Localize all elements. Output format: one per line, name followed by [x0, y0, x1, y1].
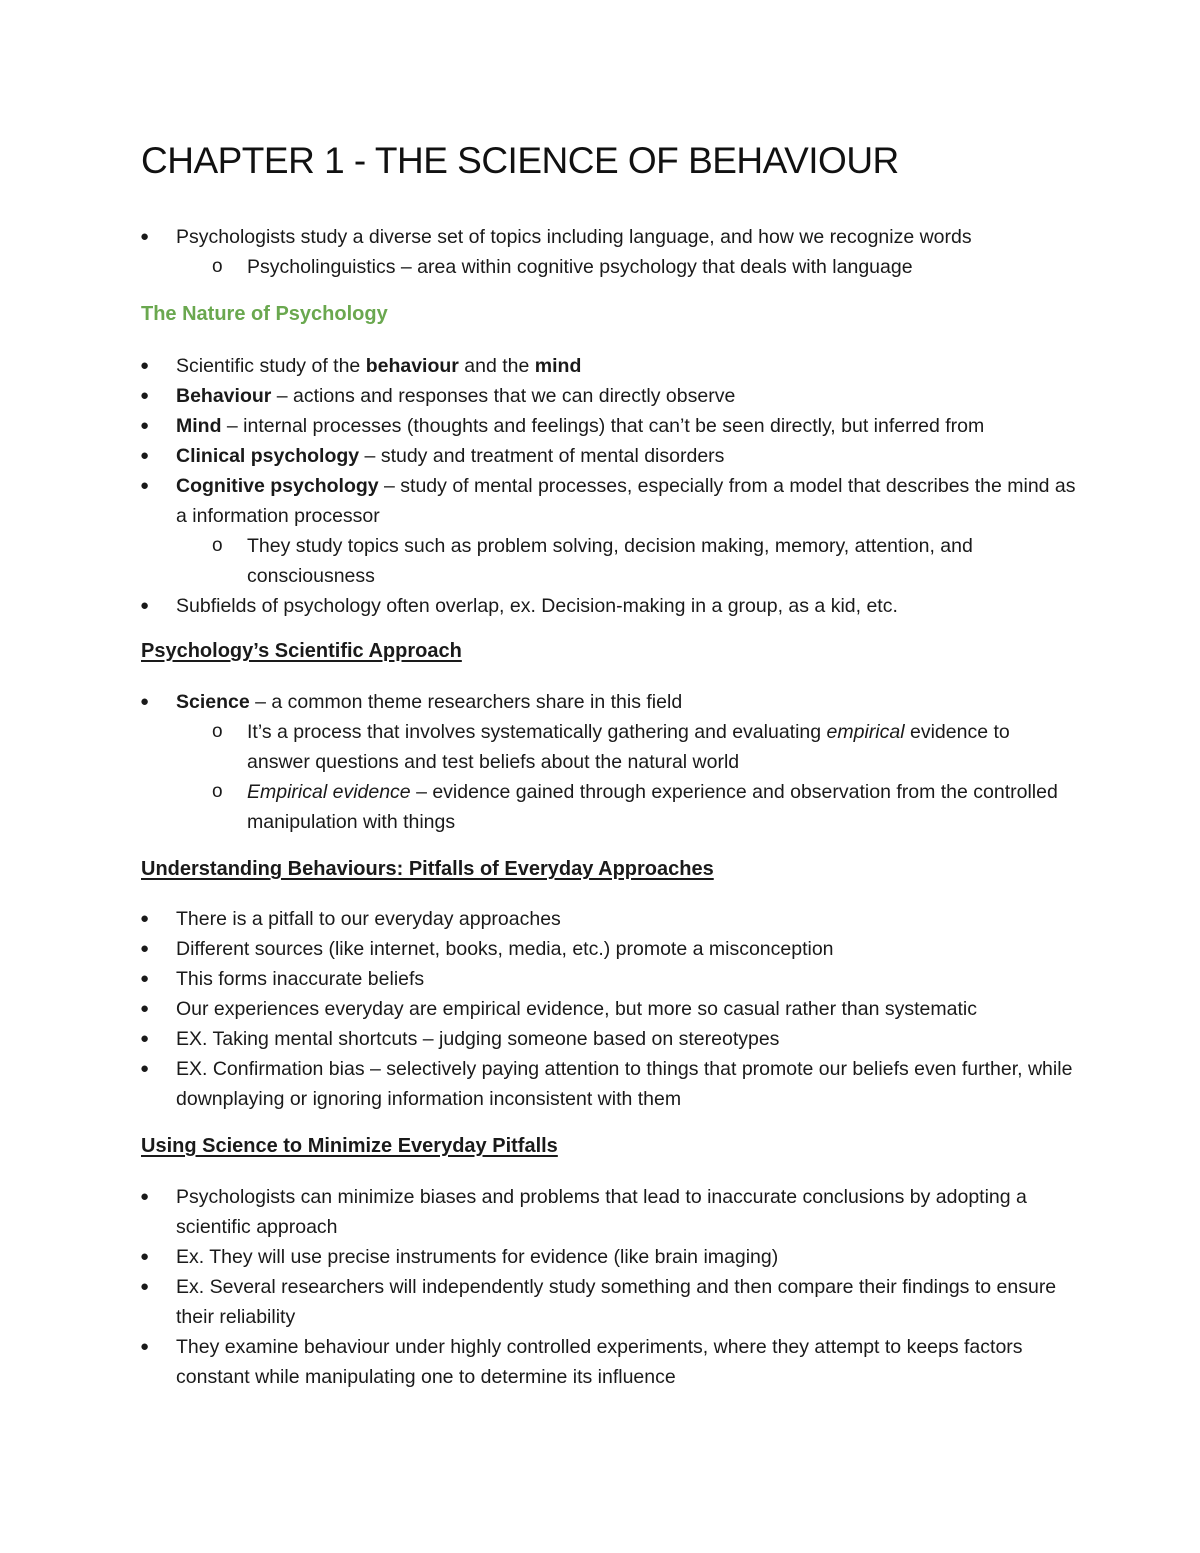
sub-bullet-marker: o: [212, 256, 223, 277]
list-item: ● EX. Confirmation bias – selectively paying attention to things that promote our beliefs even further, while downplaying or ignoring information inconsistent with them: [0, 1054, 1076, 1114]
sub-list-item: o Psycholinguistics – area within cognitive psychology that deals with language: [0, 252, 1067, 282]
section-heading-nature: The Nature of Psychology: [141, 303, 388, 325]
bullet-marker: ●: [140, 417, 150, 434]
bullet-marker: ●: [140, 447, 150, 464]
bullet-marker: ●: [140, 477, 150, 494]
list-item: ● There is a pitfall to our everyday approaches: [0, 904, 1076, 934]
sub-bullet-marker: o: [212, 721, 223, 742]
approach-list: [0, 687, 1200, 837]
bullet-marker: ●: [140, 940, 150, 957]
list-item: ● This forms inaccurate beliefs: [0, 964, 1076, 994]
list-item: ● EX. Taking mental shortcuts – judging someone based on stereotypes: [0, 1024, 1076, 1054]
list-item: ● Scientific study of the behaviour and the mind: [0, 351, 1076, 381]
bullet-marker: ●: [140, 1188, 150, 1205]
sub-bullet-marker: o: [212, 535, 223, 556]
sub-list-item: o It’s a process that involves systematically gathering and evaluating empirical evidence to answer questions and test beliefs about the natural world: [0, 717, 1067, 777]
list-item: ● Different sources (like internet, books, media, etc.) promote a misconception: [0, 934, 1076, 964]
bullet-marker: ●: [140, 357, 150, 374]
page-title: CHAPTER 1 - THE SCIENCE OF BEHAVIOUR: [141, 140, 899, 181]
bullet-marker: ●: [140, 1338, 150, 1355]
bullet-marker: ●: [140, 387, 150, 404]
bullet-marker: ●: [140, 1060, 150, 1077]
list-item: ● Subfields of psychology often overlap, ex. Decision-making in a group, as a kid, etc.: [0, 591, 1076, 621]
list-item: ● Cognitive psychology – study of mental processes, especially from a model that describes the mind as a information processor: [0, 471, 1076, 531]
section-heading-pitfalls: Understanding Behaviours: Pitfalls of Everyday Approaches: [141, 858, 714, 880]
list-item: ● Mind – internal processes (thoughts and feelings) that can’t be seen directly, but inferred from: [0, 411, 1076, 441]
list-item: ● They examine behaviour under highly controlled experiments, where they attempt to keeps factors constant while manipulating one to determine its influence: [0, 1332, 1076, 1392]
minimize-list: [0, 1182, 1200, 1392]
list-item: ● Ex. Several researchers will independently study something and then compare their findings to ensure their reliability: [0, 1272, 1076, 1332]
list-item: ● Science – a common theme researchers share in this field: [0, 687, 1076, 717]
bullet-marker: ●: [140, 970, 150, 987]
bullet-marker: ●: [140, 228, 150, 245]
nature-list: [0, 351, 1200, 621]
bullet-marker: ●: [140, 1000, 150, 1017]
bullet-marker: ●: [140, 1030, 150, 1047]
bullet-marker: ●: [140, 1278, 150, 1295]
sub-list-item: o They study topics such as problem solving, decision making, memory, attention, and consciousness: [0, 531, 1067, 591]
bullet-marker: ●: [140, 597, 150, 614]
list-item: ● Our experiences everyday are empirical evidence, but more so casual rather than systematic: [0, 994, 1076, 1024]
list-item: ● Behaviour – actions and responses that we can directly observe: [0, 381, 1076, 411]
list-item: ● Clinical psychology – study and treatment of mental disorders: [0, 441, 1076, 471]
list-item: ● Psychologists study a diverse set of topics including language, and how we recognize words: [0, 222, 1076, 252]
section-heading-approach: Psychology’s Scientific Approach: [141, 640, 462, 662]
bullet-marker: ●: [140, 1248, 150, 1265]
list-item: ● Psychologists can minimize biases and problems that lead to inaccurate conclusions by adopting a scientific approach: [0, 1182, 1076, 1242]
section-heading-minimize: Using Science to Minimize Everyday Pitfalls: [141, 1135, 558, 1157]
list-item: ● Ex. They will use precise instruments for evidence (like brain imaging): [0, 1242, 1076, 1272]
sub-list-item: o Empirical evidence – evidence gained through experience and observation from the controlled manipulation with things: [0, 777, 1067, 837]
intro-list: [0, 222, 1200, 282]
pitfalls-list: [0, 904, 1200, 1114]
bullet-marker: ●: [140, 693, 150, 710]
sub-bullet-marker: o: [212, 781, 223, 802]
bullet-marker: ●: [140, 910, 150, 927]
